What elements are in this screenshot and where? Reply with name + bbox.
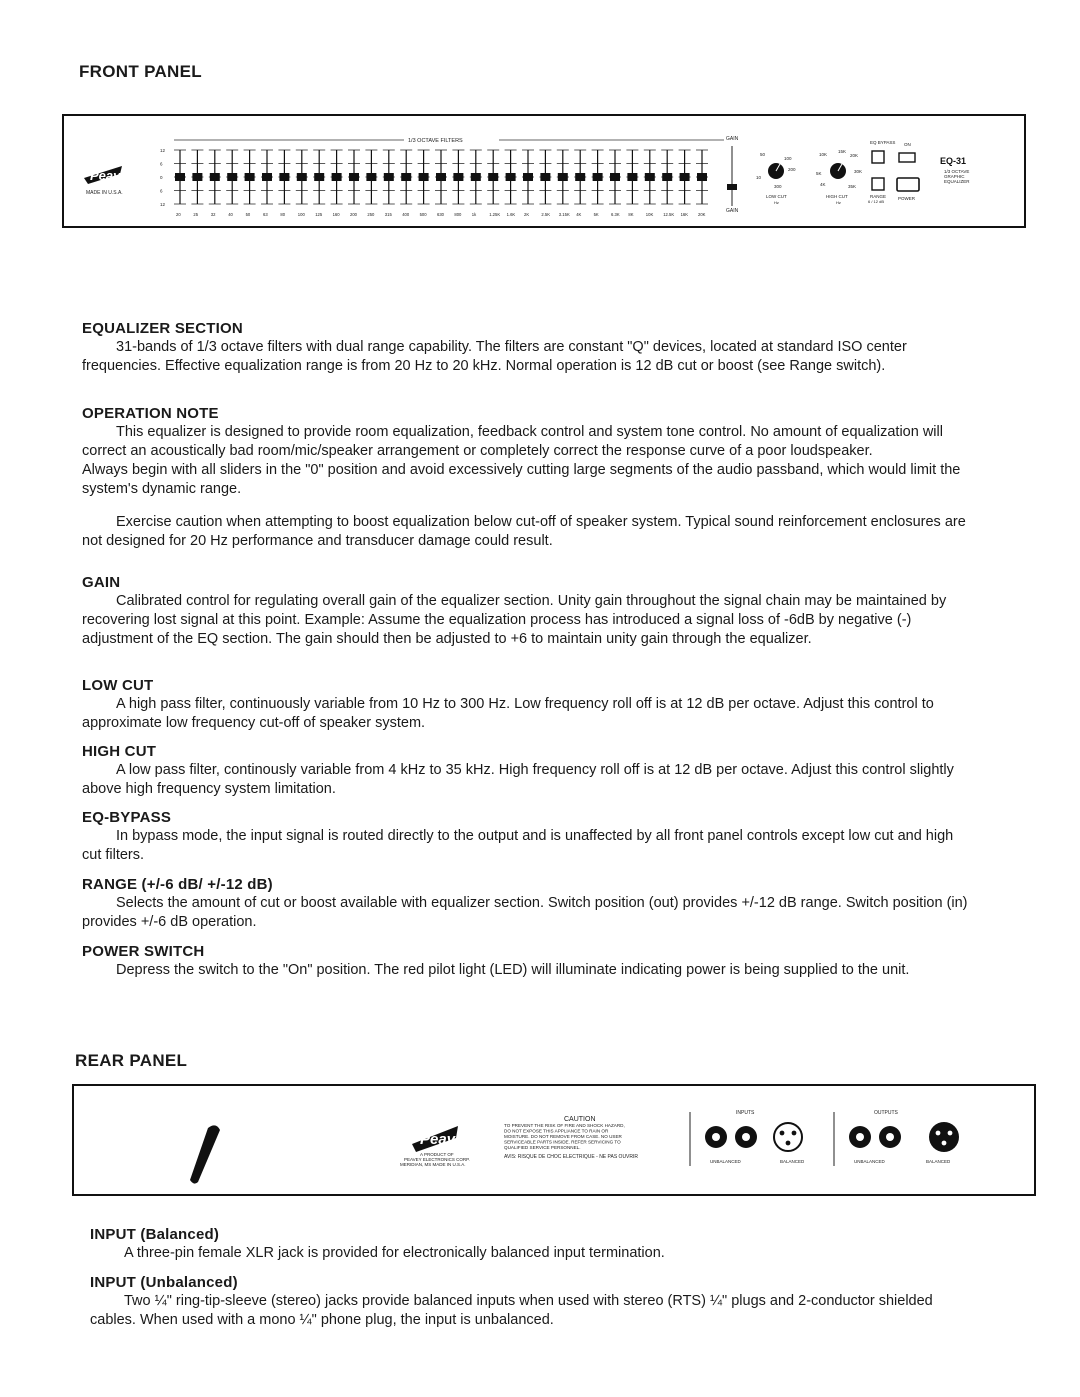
- gain-section: [82, 574, 972, 649]
- high-cut-unit: Hz: [836, 200, 841, 205]
- eq-fader[interactable]: [609, 150, 621, 204]
- frequency-label: 80: [280, 212, 286, 217]
- power-switch-title: POWER SWITCH: [82, 943, 205, 960]
- model-desc-2: GRAPHIC: [944, 174, 965, 179]
- frequency-label: 400: [402, 212, 410, 217]
- rear-peavey-logo: [412, 1126, 472, 1152]
- eq-fader[interactable]: [574, 150, 586, 204]
- high-cut-value-30k: 30K: [854, 169, 863, 174]
- frequency-label: 1.25K: [489, 212, 501, 217]
- range-switch[interactable]: [872, 178, 884, 190]
- input-unbalanced-label: UNBALANCED: [710, 1159, 741, 1164]
- front-panel-diagram: [62, 114, 1026, 228]
- high-cut-section: [82, 743, 972, 799]
- equalizer-section-text: 31-bands of 1/3 octave filters with dual range capability. The filters are constant "Q" devices, located at standard ISO center frequencies. Effective equalization range is from 20 Hz to 20 kHz. Normal operation is 12 dB cut or boost (see Range switch).: [82, 339, 907, 374]
- range-title: RANGE (+/-6 dB/ +/-12 dB): [82, 876, 273, 893]
- eq-fader[interactable]: [383, 150, 395, 204]
- rear-panel-diagram: [72, 1084, 1036, 1196]
- high-cut-value-4k: 4K: [820, 182, 826, 187]
- db-scale-label: 6: [160, 161, 163, 167]
- db-scale-label: 6: [160, 188, 163, 194]
- power-label: POWER: [898, 196, 916, 201]
- gain-label-bottom: GAIN: [726, 208, 739, 214]
- rack-ear-mark: [190, 1125, 220, 1183]
- model-desc-3: EQUALIZER: [944, 179, 970, 184]
- eq-bypass-section: [82, 809, 972, 865]
- frequency-label: 3.15K: [558, 212, 570, 217]
- output-xlr[interactable]: [929, 1122, 959, 1152]
- low-cut-value-10: 10: [756, 175, 762, 180]
- low-cut-value-300: 300: [774, 184, 782, 189]
- low-cut-value-200: 200: [788, 167, 796, 172]
- eq-fader[interactable]: [487, 150, 499, 204]
- eq-fader[interactable]: [348, 150, 360, 204]
- eq-fader[interactable]: [209, 150, 221, 204]
- frequency-labels: [176, 212, 706, 217]
- caution-text: [504, 1123, 625, 1150]
- db-scale: [160, 148, 166, 207]
- equalizer-section: [82, 320, 972, 376]
- gain-text: Calibrated control for regulating overall gain of the equalizer section. Unity gain throughout the signal chain may be maintained by recovering lost signal at this point. Example: Assume the equalization process has introduced a signal loss of -6dB by negative (-) adjustment of the EQ section. The gain should then be adjusted to +6 to maintain unity gain through the equalizer.: [82, 593, 947, 647]
- high-cut-value-5k: 5K: [816, 171, 822, 176]
- db-scale-label: 12: [160, 148, 166, 153]
- eq-fader[interactable]: [244, 150, 256, 204]
- eq-fader[interactable]: [435, 150, 447, 204]
- frequency-label: 6.3K: [611, 212, 620, 217]
- eq-fader[interactable]: [679, 150, 691, 204]
- high-cut-value-15k: 15K: [838, 149, 847, 154]
- eq-fader[interactable]: [696, 150, 708, 204]
- eq-fader[interactable]: [400, 150, 412, 204]
- input-unbalanced-title: INPUT (Unbalanced): [90, 1274, 238, 1291]
- eq-fader[interactable]: [365, 150, 377, 204]
- frequency-label: 160: [332, 212, 340, 217]
- avis-text: AVIS: RISQUE DE CHOC ELECTRIQUE - NE PAS OUVRIR: [504, 1154, 639, 1160]
- eq-fader[interactable]: [174, 150, 186, 204]
- frequency-label: 40: [228, 212, 233, 217]
- eq-fader[interactable]: [191, 150, 203, 204]
- high-cut-title: HIGH CUT: [82, 743, 157, 760]
- low-cut-title: LOW CUT: [82, 677, 154, 694]
- frequency-label: 1k: [471, 212, 477, 217]
- peavey-logo-text: Peavey: [90, 168, 135, 183]
- frequency-label: 1.6K: [506, 212, 516, 217]
- db-scale-label: 0: [160, 175, 163, 180]
- caution-title: CAUTION: [564, 1116, 596, 1123]
- eq-fader[interactable]: [626, 150, 638, 204]
- frequency-label: 315: [384, 212, 392, 217]
- high-cut-label: HIGH CUT: [826, 194, 848, 199]
- high-cut-text: A low pass filter, continously variable from 4 kHz to 35 kHz. High frequency roll off is at 12 dB per octave. Adjust this control slightly above high frequency system limitation.: [82, 762, 954, 797]
- frequency-label: 2K: [524, 212, 530, 217]
- operation-note-title: OPERATION NOTE: [82, 405, 219, 422]
- range-sub-label: 6 / 12 dB: [868, 199, 885, 204]
- input-balanced-text: A three-pin female XLR jack is provided for electronically balanced input termination.: [124, 1245, 665, 1261]
- eq-fader[interactable]: [278, 150, 290, 204]
- eq-bypass-text: In bypass mode, the input signal is routed directly to the output and is unaffected by all front panel controls except low cut and high cut filters.: [82, 828, 954, 863]
- operation-note-section: [82, 405, 972, 551]
- power-switch[interactable]: [897, 178, 919, 191]
- gain-fader[interactable]: [727, 146, 737, 206]
- eq-fader[interactable]: [452, 150, 464, 204]
- frequency-label: 2.5K: [541, 212, 551, 217]
- frequency-label: 500: [419, 212, 427, 217]
- bypass-switch[interactable]: [872, 151, 884, 163]
- eq-fader[interactable]: [661, 150, 673, 204]
- range-label: RANGE: [870, 194, 887, 199]
- operation-note-text-2: Always begin with all sliders in the "0" position and avoid excessively cutting large segments of the audio passband, which would limit the system's dynamic range.: [82, 462, 961, 497]
- low-cut-unit: Hz: [774, 200, 779, 205]
- input-unbalanced-text: Two ¼" ring-tip-sleeve (stereo) jacks provide balanced inputs when used with stereo (RTS) ¼" plugs and 2-conductor shielded cables. When used with a mono ¼" phone plug, the input is unbalanced.: [90, 1293, 933, 1328]
- input-xlr[interactable]: [774, 1123, 802, 1151]
- operation-note-text: This equalizer is designed to provide room equalization, feedback control and system tone control. No amount of equalization will correct an acoustically bad room/mic/speaker arrangement or completely correct the response curve of a poor loudspeaker.: [82, 424, 943, 459]
- frequency-label: 4K: [576, 212, 582, 217]
- frequency-label: 16K: [680, 212, 689, 217]
- caution-line: MOISTURE. DO NOT REMOVE FROM CASE. NO USER: [504, 1134, 622, 1139]
- frequency-label: 20: [176, 212, 181, 217]
- frequency-label: 12.5K: [663, 212, 675, 217]
- gain-title: GAIN: [82, 574, 121, 591]
- eq-fader[interactable]: [592, 150, 604, 204]
- frequency-label: 20K: [698, 212, 706, 217]
- on-label: ON: [904, 142, 911, 147]
- low-cut-value-100: 100: [784, 156, 792, 161]
- model-name: EQ-31: [940, 156, 967, 166]
- frequency-label: 10K: [645, 212, 654, 217]
- model-desc-1: 1/3 OCTAVE: [944, 169, 970, 174]
- frequency-label: 63: [263, 212, 268, 217]
- eq-fader[interactable]: [226, 150, 238, 204]
- frequency-label: 50: [245, 212, 251, 217]
- caution-line: DO NOT EXPOSE THIS APPLIANCE TO RAIN OR: [504, 1128, 609, 1134]
- range-text: Selects the amount of cut or boost available with equalizer section. Switch position (out) provides +/-12 dB range. Switch position (in) provides +/-6 dB operation.: [82, 895, 968, 930]
- low-cut-label: LOW CUT: [766, 194, 787, 199]
- eq-fader[interactable]: [470, 150, 482, 204]
- low-cut-value-50: 50: [760, 152, 766, 157]
- inputs-label: INPUTS: [736, 1110, 755, 1116]
- eq-fader[interactable]: [313, 150, 325, 204]
- high-cut-value-35k: 35K: [848, 184, 857, 189]
- peavey-logo: [84, 166, 136, 184]
- power-switch-text: Depress the switch to the "On" position. The red pilot light (LED) will illuminate indicating power is being supplied to the unit.: [116, 962, 910, 978]
- output-unbalanced-label: UNBALANCED: [854, 1159, 885, 1164]
- input-balanced-label: BALANCED: [780, 1159, 805, 1164]
- rear-peavey-logo-text: Peavey: [420, 1131, 472, 1148]
- fader-bank: [174, 150, 708, 204]
- low-cut-section: [82, 677, 972, 733]
- frequency-label: 8K: [628, 212, 634, 217]
- eq-fader[interactable]: [522, 150, 534, 204]
- rear-panel-svg: [74, 1086, 1034, 1194]
- equalizer-section-title: EQUALIZER SECTION: [82, 320, 243, 337]
- product-of-2: PEAVEY ELECTRONICS CORP.: [404, 1157, 470, 1162]
- rear-panel-heading: REAR PANEL: [75, 1051, 188, 1070]
- filters-label: 1/3 OCTAVE FILTERS: [408, 138, 463, 144]
- eq-fader[interactable]: [505, 150, 517, 204]
- high-cut-value-20k: 20K: [850, 153, 859, 158]
- outputs-label: OUTPUTS: [874, 1110, 898, 1116]
- high-cut-value-10k: 10K: [819, 152, 828, 157]
- db-scale-label: 12: [160, 202, 166, 207]
- gain-label-top: GAIN: [726, 136, 739, 142]
- eq-fader[interactable]: [418, 150, 430, 204]
- power-led: [899, 153, 915, 162]
- eq-fader[interactable]: [296, 150, 308, 204]
- eq-fader[interactable]: [557, 150, 569, 204]
- product-of-1: A PRODUCT OF: [420, 1152, 454, 1157]
- caution-line: TO PREVENT THE RISK OF FIRE AND SHOCK HAZARD,: [504, 1123, 625, 1128]
- input-unbalanced-section: [90, 1274, 980, 1330]
- operation-note-text-3: Exercise caution when attempting to boost equalization below cut-off of speaker system. Typical sound reinforcement enclosures are not designed for 20 Hz performance and transducer damage could result.: [82, 514, 966, 549]
- frequency-label: 32: [210, 212, 216, 217]
- frequency-label: 125: [315, 212, 323, 217]
- frequency-label: 800: [454, 212, 462, 217]
- made-in-label: MADE IN U.S.A.: [86, 190, 123, 196]
- power-switch-section: [82, 943, 972, 980]
- bypass-label: EQ BYPASS: [870, 140, 896, 145]
- range-section: [82, 876, 972, 932]
- output-balanced-label: BALANCED: [926, 1159, 951, 1164]
- front-panel-heading: FRONT PANEL: [79, 62, 202, 81]
- frequency-label: 5K: [593, 212, 599, 217]
- frequency-label: 630: [437, 212, 444, 217]
- caution-line: QUALIFIED SERVICE PERSONNEL.: [504, 1145, 581, 1150]
- caution-line: SERVICEABLE PARTS INSIDE. REFER SERVICING TO: [504, 1139, 621, 1145]
- frequency-label: 250: [367, 212, 375, 217]
- frequency-label: 200: [350, 212, 357, 217]
- eq-bypass-title: EQ-BYPASS: [82, 809, 172, 826]
- product-of-3: MERIDIAN, MS MADE IN U.S.A.: [400, 1162, 466, 1167]
- input-balanced-section: [90, 1226, 980, 1263]
- input-balanced-title: INPUT (Balanced): [90, 1226, 220, 1243]
- eq-fader[interactable]: [539, 150, 551, 204]
- eq-fader[interactable]: [261, 150, 273, 204]
- eq-fader[interactable]: [644, 150, 656, 204]
- low-cut-text: A high pass filter, continuously variable from 10 Hz to 300 Hz. Low frequency roll off is at 12 dB per octave. Adjust this control to approximate low frequency cut-off of speaker system.: [82, 696, 934, 731]
- eq-fader[interactable]: [331, 150, 343, 204]
- front-panel-svg: [64, 116, 1024, 226]
- frequency-label: 100: [297, 212, 305, 217]
- frequency-label: 25: [193, 212, 199, 217]
